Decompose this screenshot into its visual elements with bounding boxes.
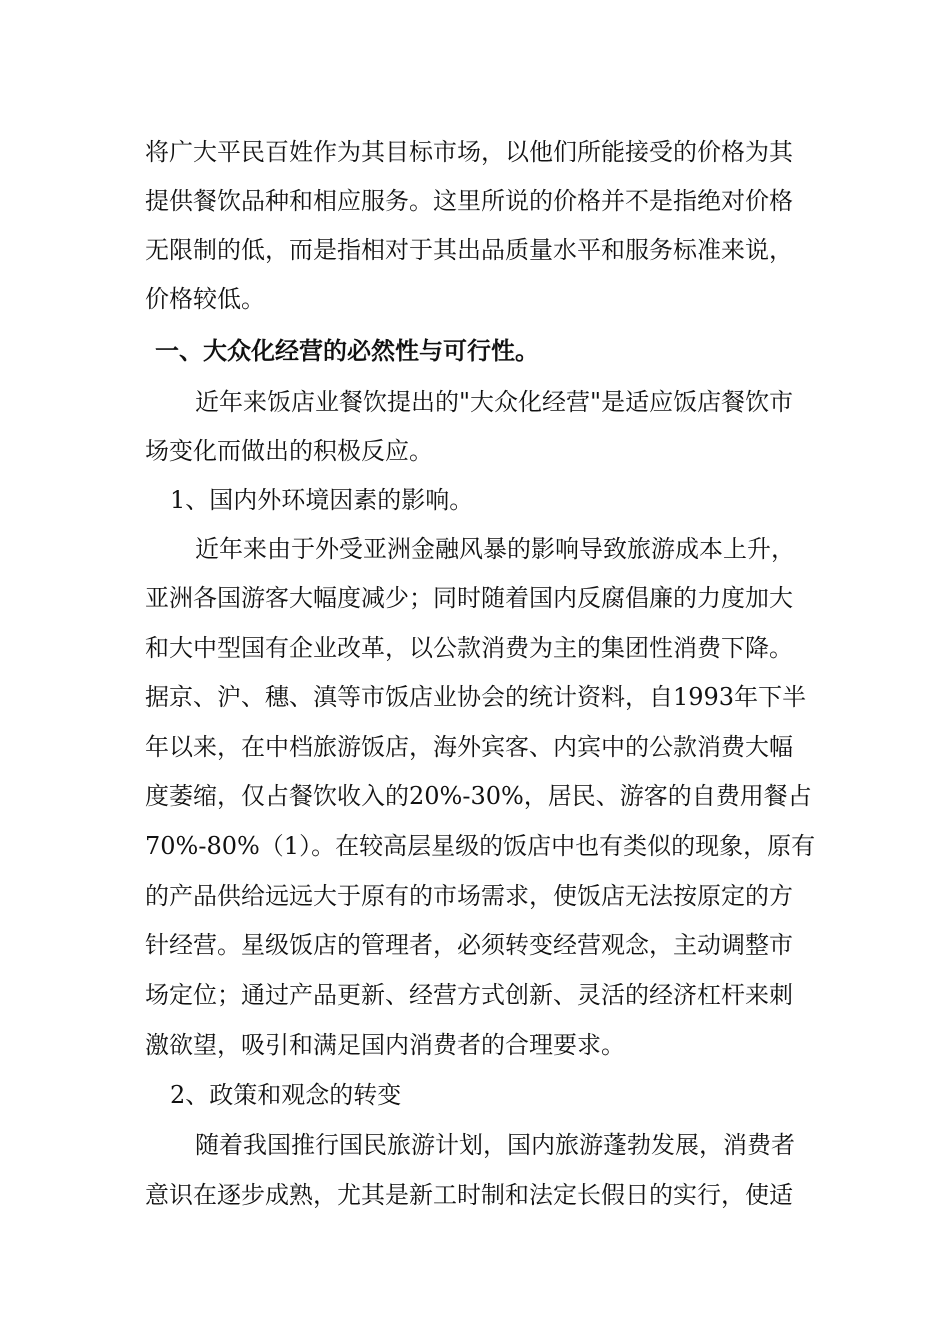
paragraph-line: 将广大平民百姓作为其目标市场，以他们所能接受的价格为其: [145, 138, 793, 166]
paragraph-line: 价格较低。: [145, 285, 265, 313]
paragraph-line: 场变化而做出的积极反应。: [145, 437, 433, 465]
paragraph-line: 近年来由于外受亚洲金融风暴的影响导致旅游成本上升，: [195, 535, 795, 563]
subsection-heading: 1、国内外环境因素的影响。: [170, 486, 474, 514]
paragraph-line: 无限制的低，而是指相对于其出品质量水平和服务标准来说，: [145, 236, 793, 264]
paragraph-line: 场定位；通过产品更新、经营方式创新、灵活的经济杠杆来刺: [145, 981, 793, 1009]
paragraph-line: 亚洲各国游客大幅度减少；同时随着国内反腐倡廉的力度加大: [145, 584, 793, 612]
subsection-heading: 2、政策和观念的转变: [170, 1081, 402, 1109]
paragraph-line: 激欲望，吸引和满足国内消费者的合理要求。: [145, 1031, 625, 1059]
paragraph-line: 近年来饭店业餐饮提出的"大众化经营"是适应饭店餐饮市: [195, 388, 794, 416]
paragraph-line: 70%-80%（1）。在较高层星级的饭店中也有类似的现象，原有: [145, 832, 816, 860]
paragraph-line: 年以来，在中档旅游饭店，海外宾客、内宾中的公款消费大幅: [145, 733, 793, 761]
paragraph-line: 和大中型国有企业改革，以公款消费为主的集团性消费下降。: [145, 634, 793, 662]
paragraph-line: 意识在逐步成熟，尤其是新工时制和法定长假日的实行，使适: [145, 1181, 793, 1209]
paragraph-line: 提供餐饮品种和相应服务。这里所说的价格并不是指绝对价格: [145, 187, 793, 215]
section-heading: 一、大众化经营的必然性与可行性。: [155, 336, 539, 365]
paragraph-line: 随着我国推行国民旅游计划，国内旅游蓬勃发展，消费者: [195, 1131, 795, 1159]
paragraph-line: 据京、沪、穗、滇等市饭店业协会的统计资料，自1993年下半: [145, 683, 807, 711]
paragraph-line: 针经营。星级饭店的管理者，必须转变经营观念，主动调整市: [145, 931, 793, 959]
paragraph-line: 的产品供给远远大于原有的市场需求，使饭店无法按原定的方: [145, 882, 793, 910]
paragraph-line: 度萎缩，仅占餐饮收入的20%-30%，居民、游客的自费用餐占: [145, 782, 812, 810]
